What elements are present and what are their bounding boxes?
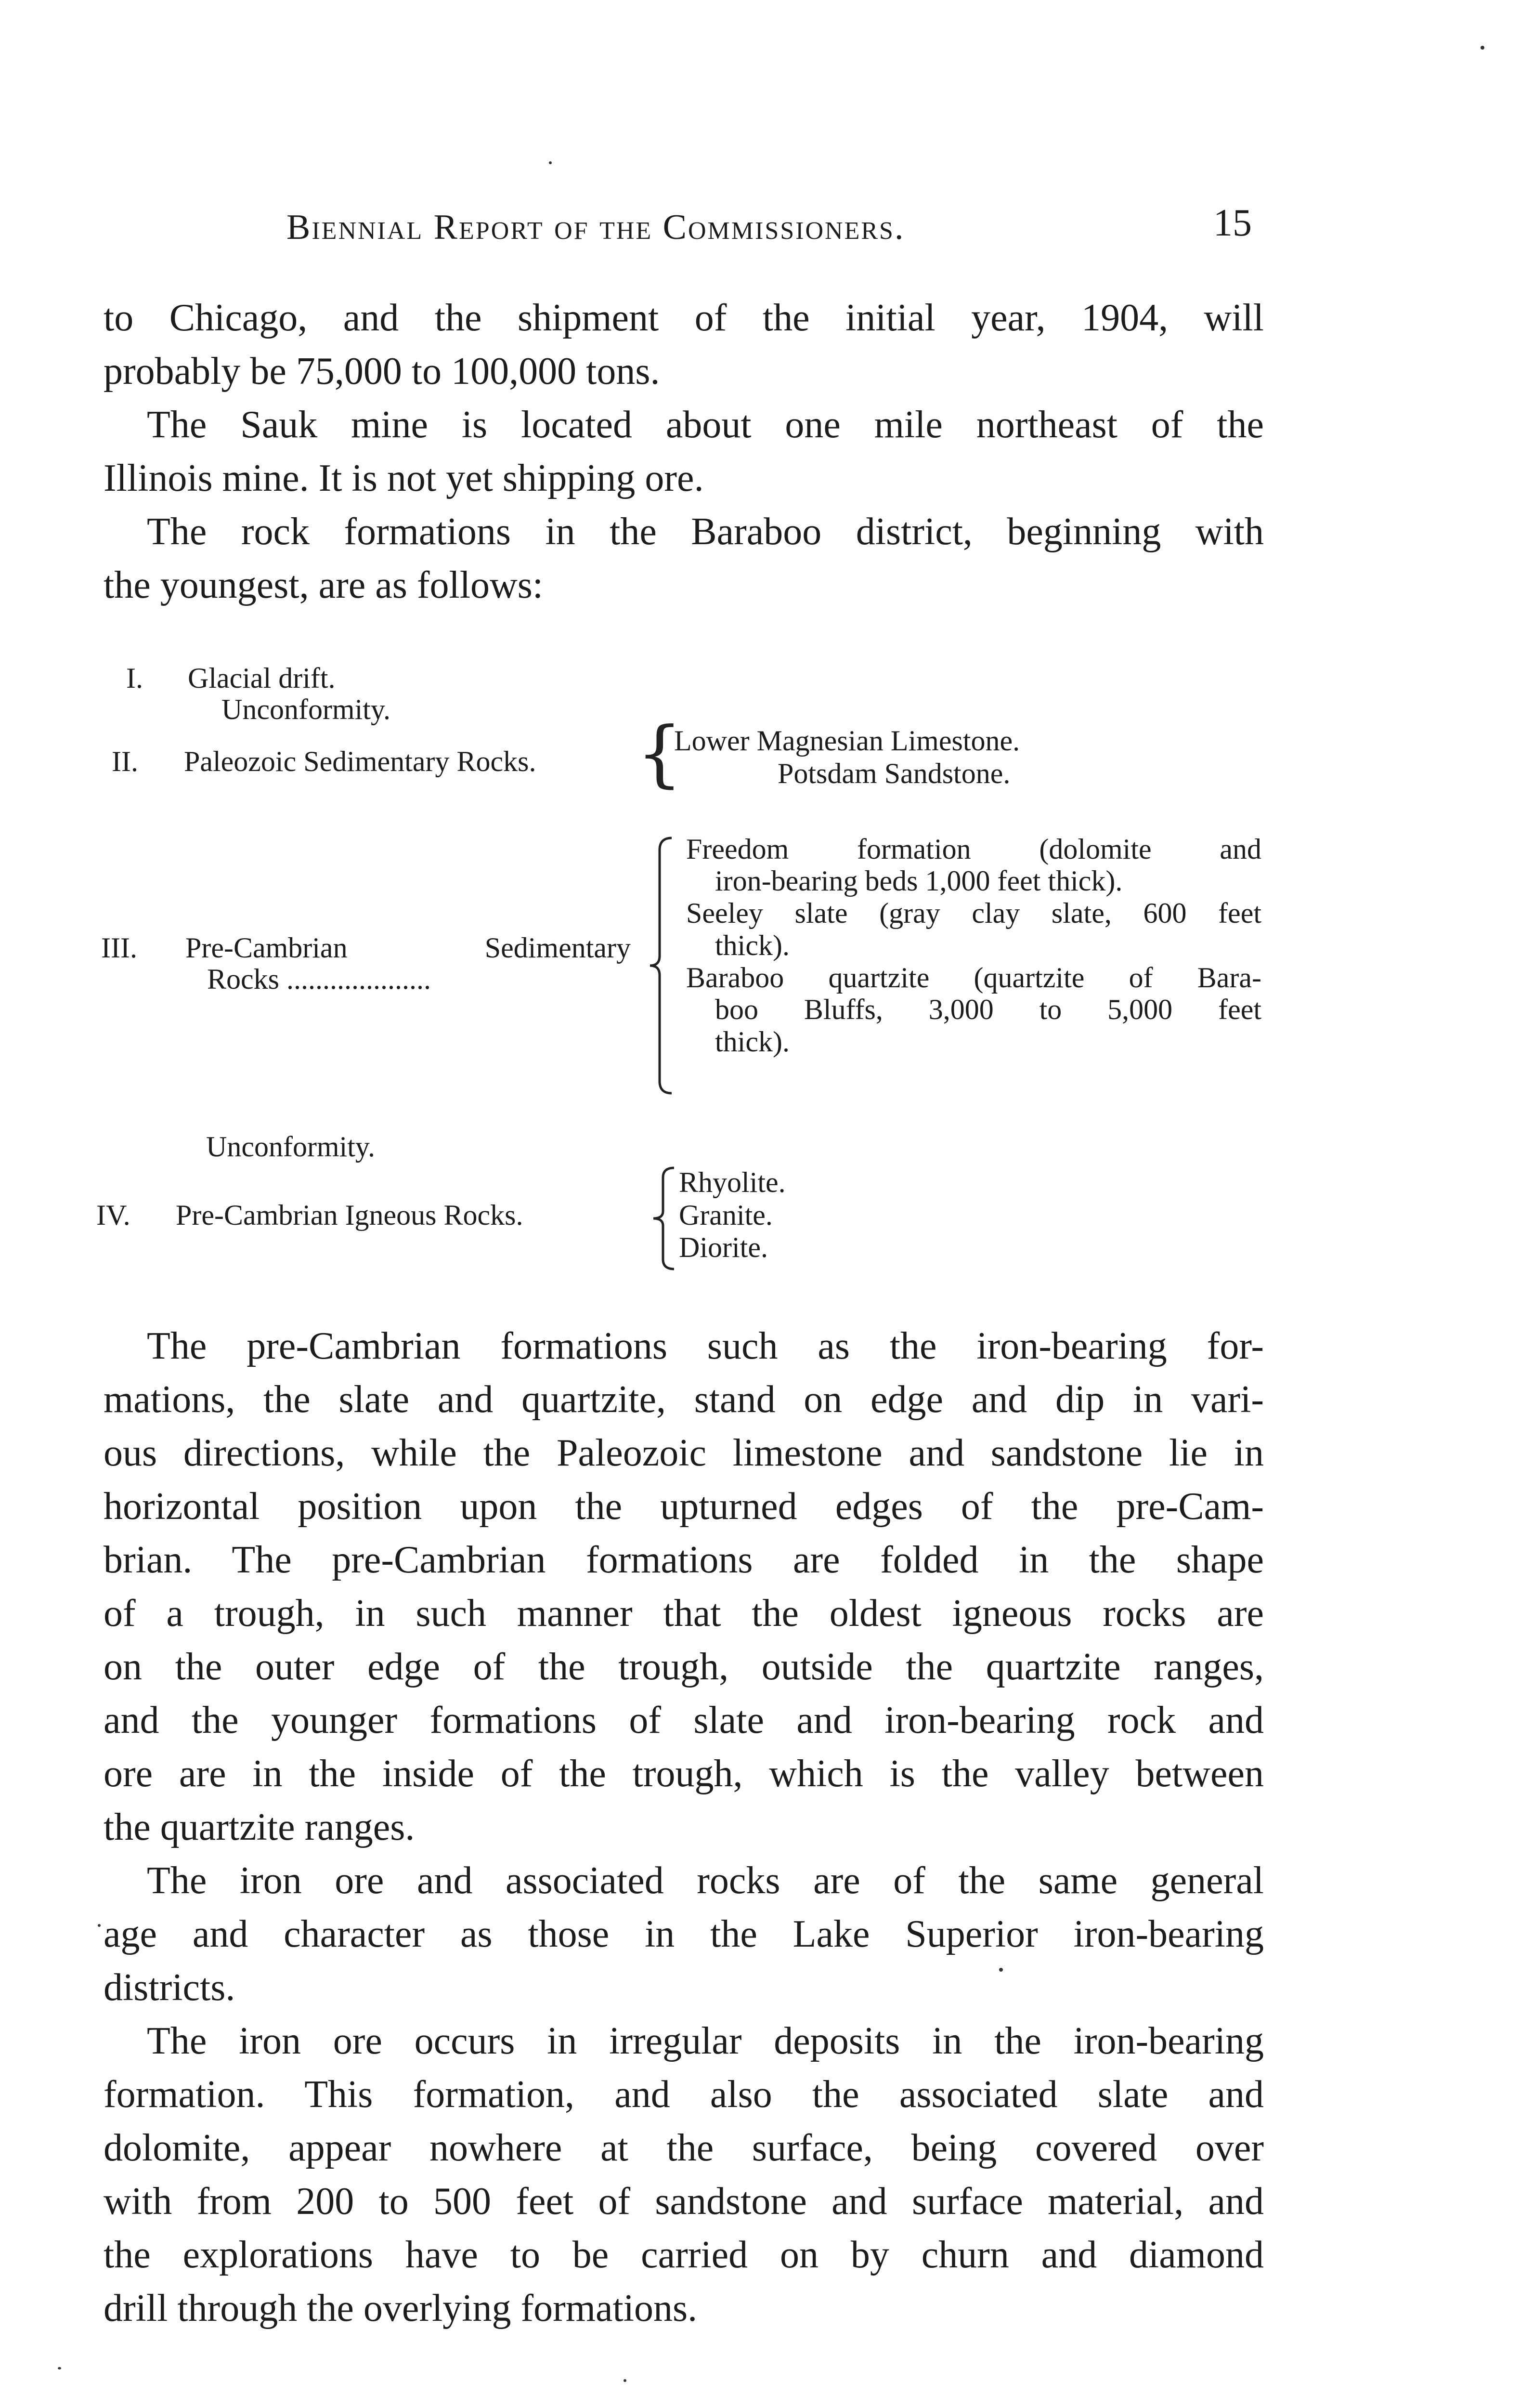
paragraph-3 bbox=[104, 2015, 1264, 2335]
text-line: The iron ore and associated rocks are of the same general bbox=[147, 1859, 1264, 1902]
intro-text bbox=[104, 291, 1264, 612]
formation-ii-member: Potsdam Sandstone. bbox=[778, 758, 1011, 789]
formation-iv-name: Pre-Cambrian Igneous Rocks. bbox=[176, 1199, 523, 1231]
text-line: ore are in the inside of the trough, which is the valley between bbox=[104, 1753, 1264, 1795]
formation-ii-member: Lower Magnesian Limestone. bbox=[674, 725, 1020, 757]
scan-speck bbox=[98, 1924, 101, 1927]
scan-speck bbox=[999, 1968, 1003, 1972]
unconformity-1: Unconformity. bbox=[221, 694, 391, 725]
brace-iv bbox=[648, 1165, 681, 1271]
formation-iv-member: Granite. bbox=[679, 1199, 773, 1231]
text-line: and the younger formations of slate and iron-bearing rock and bbox=[104, 1699, 1264, 1741]
formation-iii-member: iron-bearing beds 1,000 feet thick). bbox=[715, 865, 1123, 897]
formation-iv-member: Rhyolite. bbox=[679, 1166, 786, 1198]
text-line: districts. bbox=[104, 1966, 235, 2009]
text-line: drill through the overlying formations. bbox=[104, 2287, 698, 2329]
text-line: with from 200 to 500 feet of sandstone and surface material, and bbox=[104, 2180, 1264, 2223]
text-line: probably be 75,000 to 100,000 tons. bbox=[104, 350, 660, 393]
text-line: mations, the slate and quartzite, stand on edge and dip in vari- bbox=[104, 1378, 1264, 1421]
formation-i-numeral: I. bbox=[126, 662, 143, 694]
text-line: on the outer edge of the trough, outside the quartzite ranges, bbox=[104, 1646, 1264, 1688]
text-line: the quartzite ranges. bbox=[104, 1806, 415, 1848]
text-line: formation. This formation, and also the associated slate and bbox=[104, 2073, 1264, 2116]
formation-iii-name-cont: Rocks .................... bbox=[207, 963, 431, 995]
page-number: 15 bbox=[1213, 202, 1252, 244]
text-line: the explorations have to be carried on by churn and diamond bbox=[104, 2234, 1264, 2276]
text-line: horizontal position upon the upturned edges of the pre-Cam- bbox=[104, 1485, 1264, 1528]
running-header: Biennial Report of the Commissioners. bbox=[286, 208, 905, 247]
formation-iii-name: Pre-Cambrian Sedimentary bbox=[185, 932, 631, 964]
formation-iii-member: boo Bluffs, 3,000 to 5,000 feet bbox=[715, 994, 1261, 1025]
text-line: to Chicago, and the shipment of the initial year, 1904, will bbox=[104, 297, 1264, 339]
scan-speck bbox=[549, 161, 552, 164]
formation-iv-member: Diorite. bbox=[679, 1231, 768, 1263]
unconformity-2: Unconformity. bbox=[206, 1131, 376, 1163]
formation-iii-numeral: III. bbox=[101, 932, 137, 964]
text-line: age and character as those in the Lake Superior iron-bearing bbox=[104, 1913, 1264, 1955]
text-line: dolomite, appear nowhere at the surface, being covered over bbox=[104, 2127, 1264, 2169]
text-line: The iron ore occurs in irregular deposits in the iron-bearing bbox=[147, 2020, 1264, 2062]
formation-iii-member: thick). bbox=[715, 929, 790, 961]
text-line: of a trough, in such manner that the oldest igneous rocks are bbox=[104, 1592, 1264, 1635]
brace-iii bbox=[643, 836, 681, 1096]
text-line: ous directions, while the Paleozoic limestone and sandstone lie in bbox=[104, 1432, 1264, 1474]
paragraph-2 bbox=[104, 1854, 1264, 2015]
formation-iv-numeral: IV. bbox=[96, 1199, 130, 1231]
formation-ii-name: Paleozoic Sedimentary Rocks. bbox=[184, 746, 536, 777]
formation-iii-member: Baraboo quartzite (quartzite of Bara- bbox=[686, 962, 1261, 994]
scan-speck bbox=[1481, 46, 1484, 50]
text-line: Illinois mine. It is not yet shipping ore. bbox=[104, 457, 704, 499]
text-line: brian. The pre-Cambrian formations are folded in the shape bbox=[104, 1539, 1264, 1581]
paragraph-1 bbox=[104, 1320, 1264, 1854]
brace-ii: { bbox=[637, 712, 683, 796]
scan-speck bbox=[58, 2367, 61, 2369]
formation-iii-member: Freedom formation (dolomite and bbox=[686, 833, 1261, 865]
text-line: The Sauk mine is located about one mile northeast of the bbox=[147, 404, 1264, 446]
formation-ii-numeral: II. bbox=[112, 746, 138, 777]
text-line: The rock formations in the Baraboo district, beginning with bbox=[147, 510, 1264, 553]
formation-i-name: Glacial drift. bbox=[188, 662, 336, 694]
formation-iii-member: Seeley slate (gray clay slate, 600 feet bbox=[686, 897, 1261, 929]
text-line: The pre-Cambrian formations such as the iron-bearing for- bbox=[147, 1325, 1264, 1367]
formation-iii-member: thick). bbox=[715, 1026, 790, 1058]
text-line: the youngest, are as follows: bbox=[104, 564, 544, 606]
scan-speck bbox=[624, 2379, 626, 2382]
